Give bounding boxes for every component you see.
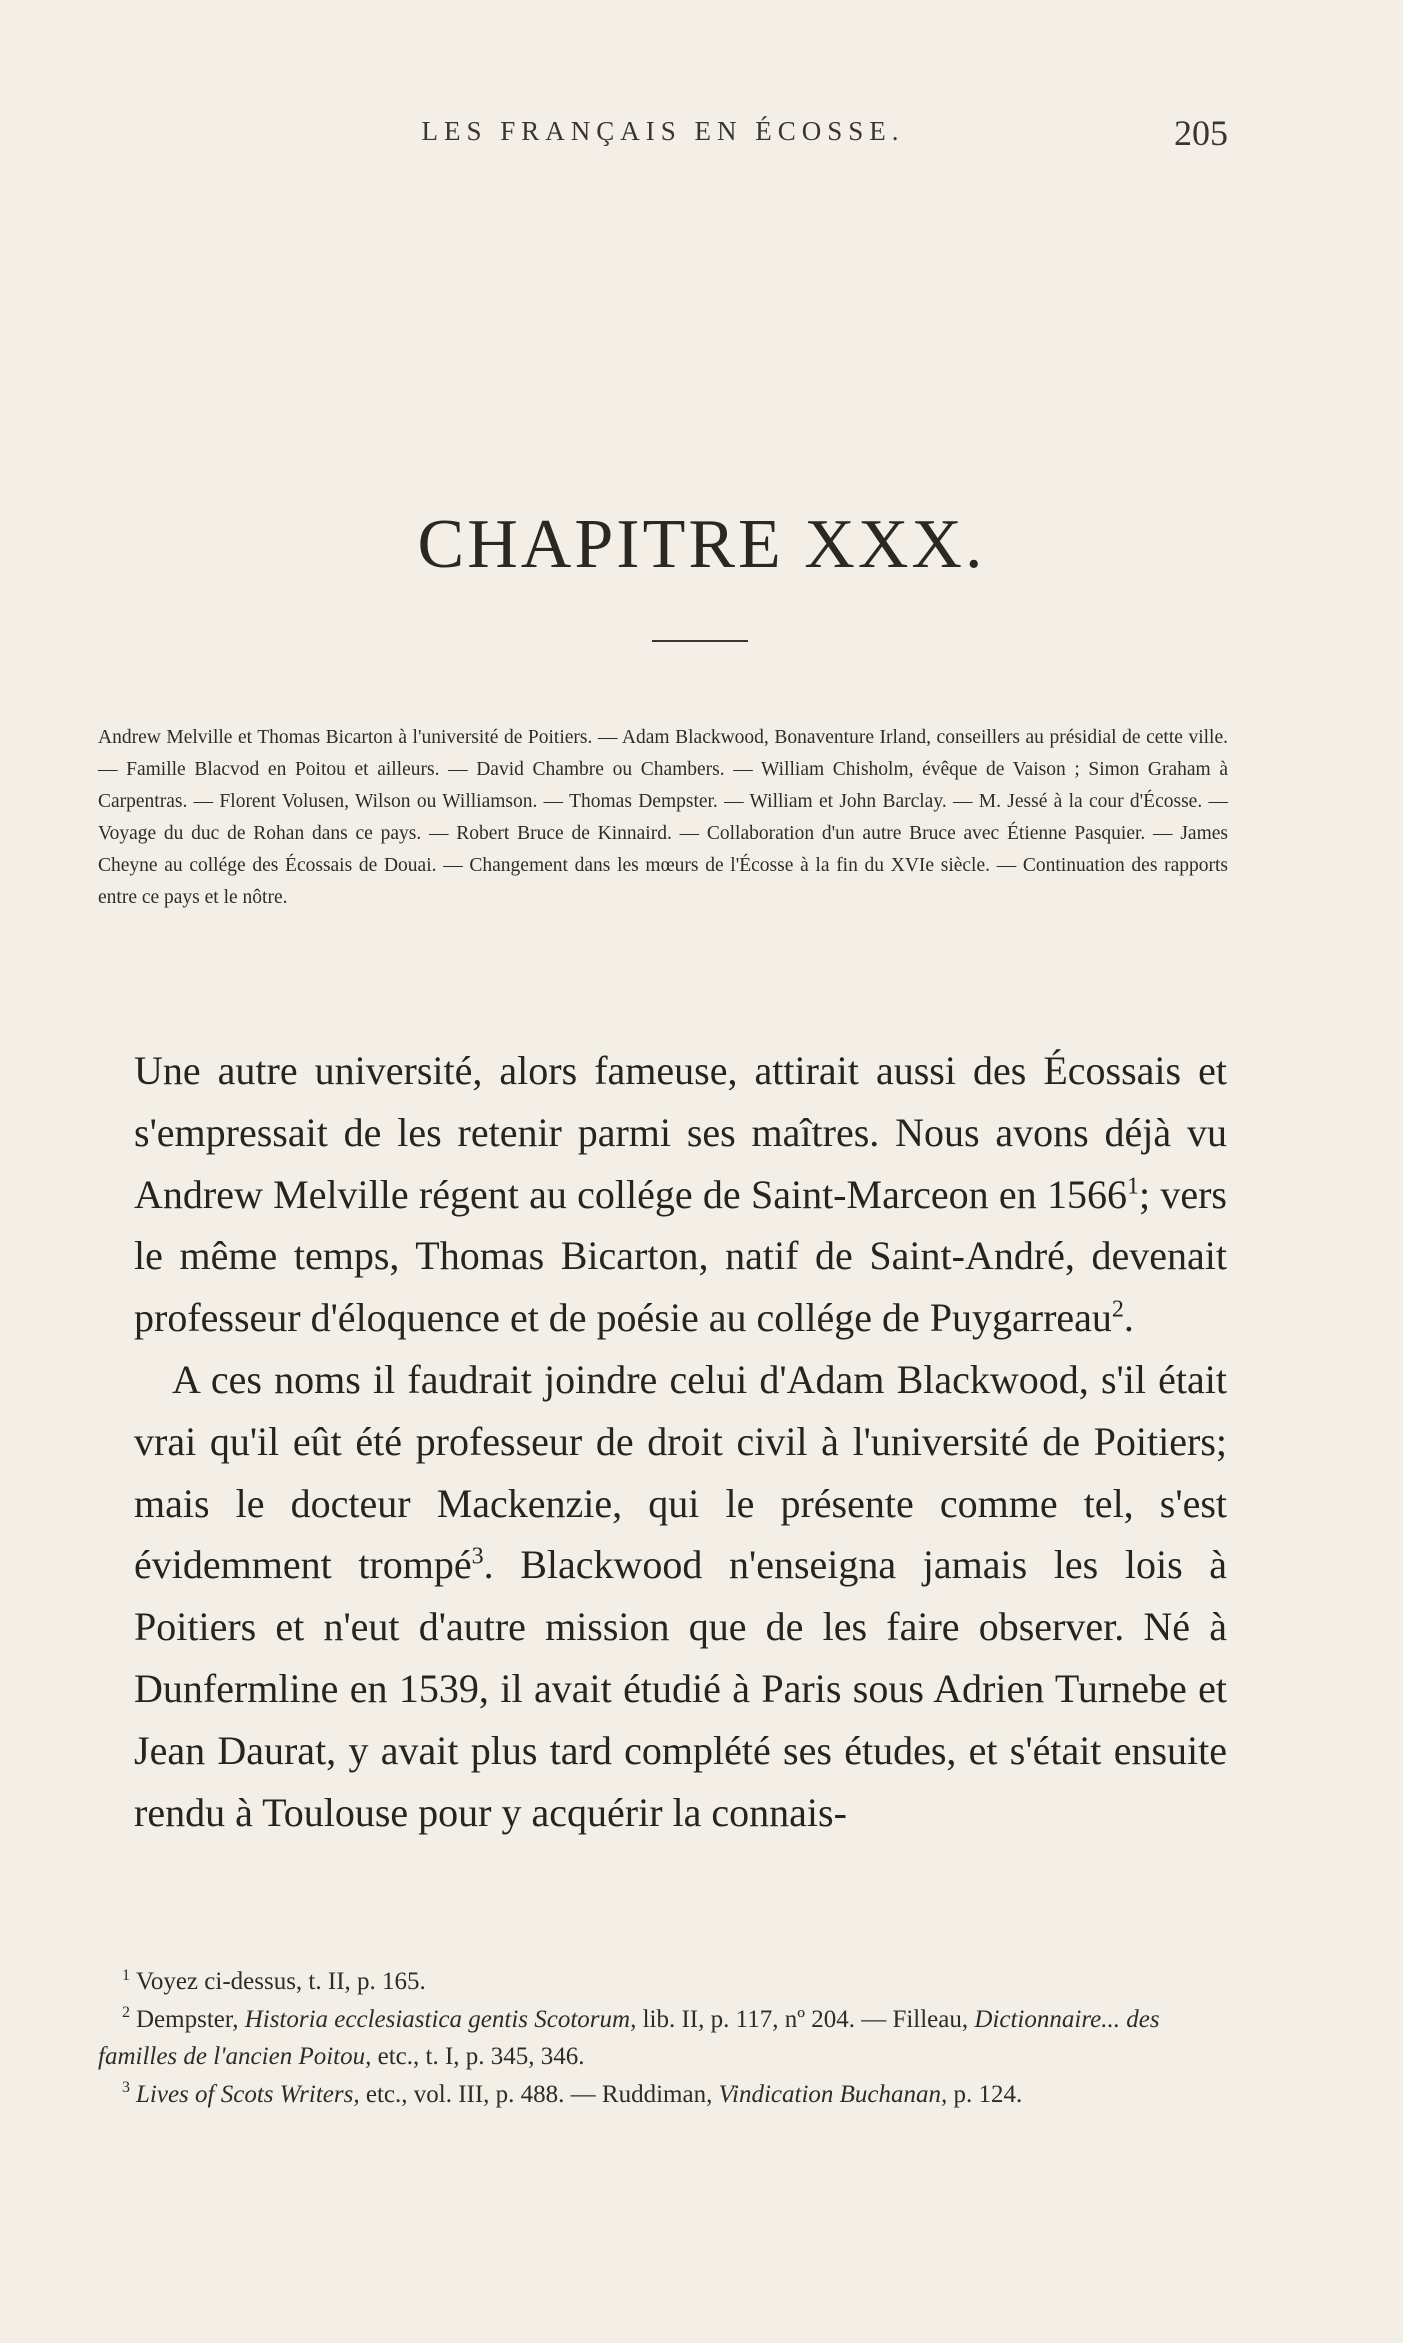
footnote-1-text: Voyez ci-dessus, t. II, p. 165.: [136, 1968, 426, 1995]
paragraph-1-text-b: ; vers le même temps, Thomas Bicarton, natif de Saint-André, devenait professeur d'éloquence et de poésie au collége de Puygarreau: [134, 1171, 1227, 1341]
footnotes: [98, 1963, 1228, 2113]
footnote-3-mark: 3: [122, 2079, 130, 2097]
body-text: [134, 1040, 1227, 1843]
footnote-3-text-a: etc., vol. III, p. 488. — Ruddiman,: [359, 2080, 719, 2108]
paragraph-2-text-b: . Blackwood n'enseigna jamais les lois à Poitiers et n'eut d'autre mission que de les faire observer. Né à Dunfermline en 1539, il avait étudié à Paris sous Adrien Turnebe et Jean Daurat, y avait plus tard complété ses études, et s'était ensuite rendu à Toulouse pour y acquérir la connais-: [134, 1542, 1227, 1835]
footnote-2-title-2: Dictionnaire... des familles de l'ancien Poitou,: [98, 2005, 1160, 2070]
paragraph-1-text-c: .: [1123, 1295, 1134, 1341]
footnote-3-text-b: p. 124.: [947, 2080, 1023, 2108]
footnote-2-text-c: etc., t. I, p. 345, 346.: [371, 2043, 585, 2070]
footnote-ref-2: 2: [1111, 1296, 1124, 1323]
paragraph-1-text-a: Une autre université, alors fameuse, attirait aussi des Écossais et s'empressait de les retenir parmi ses maîtres. Nous avons déjà vu Andrew Melville régent au collége de Saint-Marceon en 1566: [134, 1048, 1227, 1217]
footnote-2-text-a: Dempster,: [136, 2005, 245, 2033]
running-head: [98, 112, 1228, 152]
chapter-summary: Andrew Melville et Thomas Bicarton à l'université de Poitiers. — Adam Blackwood, Bonaventure Irland, conseillers au présidial de cette ville. — Famille Blacvod en Poitou et ailleurs. — David Chambre ou Chambers. — William Chisholm, évêque de Vaison ; Simon Graham à Carpentras. — Florent Volusen, Wilson ou Williamson. — Thomas Dempster. — William et John Barclay. — M. Jessé à la cour d'Écosse. — Voyage du duc de Rohan dans ce pays. — Robert Bruce de Kinnaird. — Collaboration d'un autre Bruce avec Étienne Pasquier. — James Cheyne au collége des Écossais de Douai. — Changement dans les mœurs de l'Écosse à la fin du XVIe siècle. — Continuation des rapports entre ce pays et le nôtre.: [98, 727, 1228, 908]
footnote-3-title: Lives of Scots Writers,: [136, 2080, 360, 2108]
footnote-2-title: Historia ecclesiastica gentis Scotorum,: [244, 2005, 637, 2033]
footnote-1-mark: 1: [122, 1966, 130, 1984]
footnote-ref-1: 1: [1126, 1173, 1139, 1200]
running-title: LES FRANÇAIS EN ÉCOSSE.: [421, 116, 905, 146]
chapter-divider: [652, 640, 748, 642]
paragraph-2-text-a: A ces noms il faudrait joindre celui d'Adam Blackwood, s'il était vrai qu'il eût été professeur de droit civil à l'université de Poitiers; mais le docteur Mackenzie, qui le présente comme tel, s'est évidemment trompé: [134, 1356, 1227, 1588]
footnote-ref-3: 3: [471, 1544, 484, 1571]
footnote-3: [98, 2076, 1228, 2114]
page-number: 205: [1174, 113, 1228, 153]
paragraph-1: [134, 1040, 1227, 1349]
footnote-2: [98, 2001, 1228, 2076]
footnote-2-mark: 2: [122, 2004, 130, 2022]
footnote-1: [98, 1963, 1228, 2001]
footnote-2-text-b: lib. II, p. 117, nº 204. — Filleau,: [636, 2005, 975, 2033]
paragraph-2: [134, 1349, 1227, 1843]
footnote-3-title-2: Vindication Buchanan,: [718, 2080, 948, 2108]
chapter-title: CHAPITRE XXX.: [417, 506, 986, 583]
